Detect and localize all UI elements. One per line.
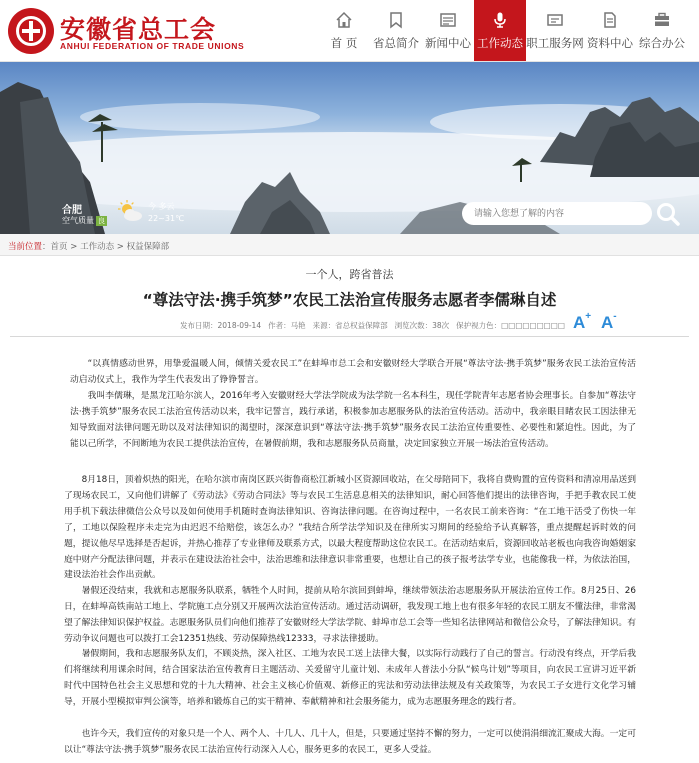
nav-label: 新闻中心: [425, 36, 471, 50]
site-header: [0, 0, 699, 62]
briefcase-icon: [653, 11, 671, 29]
article-paragraph: “以真情感动世界，用挚爱温暖人间，倾情关爱农民工”在蚌埠市总工会和安徽财经大学联合开展“尊法守法·携手筑梦”服务农民工法治宣传活动启动仪式上，我作为学生代表发出了铮铮誓言。: [70, 359, 636, 385]
news-icon: [439, 11, 457, 29]
divider: [10, 336, 689, 337]
article-meta: [180, 320, 572, 331]
search-icon[interactable]: [655, 201, 681, 227]
font-increase-button[interactable]: A+: [573, 311, 592, 332]
article-kicker: 一个人，跨省普法: [305, 268, 394, 281]
air-quality: [62, 215, 107, 226]
nav-label: 工作动态: [477, 36, 523, 50]
breadcrumb: 当前位置：首页 > 工作动态 > 权益保障部: [8, 242, 170, 252]
card-icon: [546, 11, 564, 29]
brand-name[interactable]: 安徽省总工会: [60, 15, 217, 44]
nav-item-work[interactable]: [474, 0, 526, 61]
nav-label: 资料中心: [587, 36, 633, 50]
weather-description: 今 多云: [148, 202, 175, 211]
breadcrumb-label: 当前位置: [8, 242, 43, 252]
nav-item-news[interactable]: [422, 0, 474, 61]
document-icon: [601, 11, 619, 29]
eye-protect-colors[interactable]: 保护视力色：□□□□□□□□□: [456, 321, 565, 330]
nav-label: 首 页: [330, 36, 358, 50]
breadcrumb-rights[interactable]: 权益保障部: [126, 242, 170, 252]
font-decrease-button[interactable]: A-: [601, 311, 617, 332]
weather-city: 合肥: [62, 205, 82, 216]
weather-temperature: 22~31℃: [148, 214, 185, 223]
nav-item-service[interactable]: [526, 0, 584, 61]
air-quality-badge: 良: [98, 217, 105, 225]
article-paragraph: 我叫李儒琳，是黑龙江哈尔滨人，2016年考入安徽财经大学法学院成为法学院一名本科生，现任学院青年志愿者协会理事长。自参加“尊法守法·携手筑梦”服务农民工法治宣传活动以来，我牢记誓言，践行承诺，积极参加志愿服务队的法治宣传活动。活动中，我亲眼目睹农民工因法律无知导致面对法律问题无助以及对法律知识的渴望时，深深意识到“尊法守法·携手筑梦”服务农民工法治宣传重要性、必要性和紧迫性。因此，为了能以己所学，不间断地为农民工提供法治宣传，在暑假前期，我和志愿服务队员商量，决定回家独立开展一场法治宣传活动。: [70, 391, 636, 449]
breadcrumb-home[interactable]: 首页: [50, 242, 68, 252]
publish-date: 发布日期：2018-09-14: [180, 321, 262, 330]
view-count: 浏览次数：38次: [394, 321, 450, 330]
nav-item-office[interactable]: [636, 0, 688, 61]
search-input[interactable]: [462, 202, 652, 225]
air-quality-label: 空气质量: [62, 216, 94, 225]
microphone-icon: [491, 11, 509, 29]
nav-label: 综合办公: [639, 36, 685, 50]
brand-name-en: ANHUI FEDERATION OF TRADE UNIONS: [60, 41, 245, 51]
article-paragraph: 8月18日，顶着炽热的阳光，在哈尔滨市南岗区跃兴街鲁商松江新城小区资源回收站，在父母陪同下，我将自费购置的宣传资料和清凉用品送到了现场农民工，又向他们讲解了《劳动法》《劳动合同法》等与农民工生活息息相关的法律知识，耐心回答他们提出的法律咨询，手把手教农民工使用手机下载法律微信公众号以及如何使用手机随时查询法律知识、咨询法律问题。在咨询过程中，一名农民工前来咨询：“在工地干活受了伤快一年了，工地以保险程序未走完为由迟迟不给赔偿，该怎么办？”我结合所学法学知识及在律所实习期间的经验给予认真解答，重点提醒起诉时效的问题，提议他尽早选择是否起诉，并热心推荐了专业律师及联系方式，以最大程度帮助这位农民工。在活动结束后，资源回收站老板也向我咨询婚姻家庭中财产分配法律问题，并表示在建设法治社会中，法治思维和法律意识非常重要，也想让自己的孩子报考法学专业，也能像我一样，为依法治国，建设法治社会作出贡献。: [64, 475, 636, 581]
nav-item-docs[interactable]: [584, 0, 636, 61]
article-paragraph: 也许今天，我们宣传的对象只是一个人、两个人、十几人、几十人，但是，只要通过坚持不懈的努力，一定可以使涓涓细流汇聚成大海。一定可以让“尊法守法·携手筑梦”服务农民工法治宣传行动深入人心，服务更多的农民工，更多人受益。: [64, 729, 636, 755]
nav-item-about[interactable]: [370, 0, 422, 61]
nav-label: 省总简介: [373, 36, 419, 50]
article-paragraph: 暑假还没结束，我就和志愿服务队联系，牺牲个人时间，提前从哈尔滨回到蚌埠，继续带领法治志愿服务队开展法治宣传工作。8月25日、26日，在蚌埠高铁南站工地上、学院施工点分别又开展两次法治宣传活动。通过活动调研，我发现工地上也有很多年轻的农民工朋友不懂法律，非常渴望了解法律知识保护权益。志愿服务队员们向他们推荐了安徽财经大学法学院、蚌埠市总工会等一些知名法律网站和微信公众号，了解法律知识。有劳动争议问题也可以拨打工会12351热线、劳动保障热线12333，寻求法律援助。: [64, 586, 636, 644]
partly-cloudy-icon: [118, 200, 144, 222]
bookmark-icon: [387, 11, 405, 29]
source: 来源：省总权益保障部: [312, 321, 388, 330]
article-title: “尊法守法·携手筑梦”农民工法治宣传服务志愿者李儒琳自述: [142, 291, 557, 309]
main-nav: [318, 0, 688, 61]
nav-label: 职工服务网: [526, 36, 584, 50]
author: 作者：马艳: [268, 321, 306, 330]
home-icon: [335, 11, 353, 29]
breadcrumb-work[interactable]: 工作动态: [80, 242, 115, 252]
article-paragraph: 暑假期间，我和志愿服务队友们，不顾炎热，深入社区、工地为农民工送上法律大餐，以实际行动践行了自己的誓言。行动没有终点，开学后我们将继续利用课余时间，结合国家法治宣传教育日主题活动、关爱留守儿童计划、未成年人普法小分队“候鸟计划”等项目，向农民工宣讲习近平新时代中国特色社会主义思想和党的十九大精神、社会主义核心价值观、新修正的宪法和劳动法律法规及有关政策等，为农民工子女进行文化学习辅导，开展小型模拟审判公演等，培养和锻炼自己的实干精神、奉献精神和社会服务能力，成为志愿服务理念的践行者。: [64, 649, 636, 707]
logo-icon[interactable]: [8, 8, 54, 54]
nav-item-home[interactable]: [318, 0, 370, 61]
